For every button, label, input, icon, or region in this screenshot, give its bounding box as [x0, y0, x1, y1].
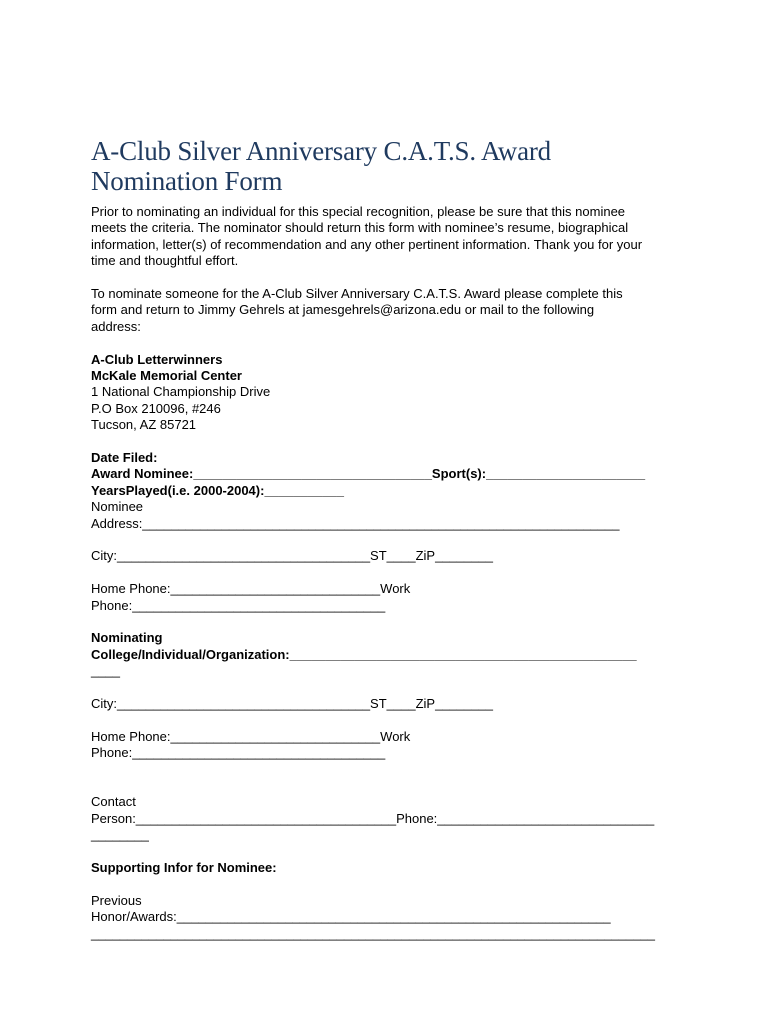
honor-awards-field-cont[interactable]: ______________________________________________________________________________	[91, 925, 655, 941]
address-building: McKale Memorial Center	[91, 368, 242, 384]
nominating-work-phone-field[interactable]: Phone:___________________________________	[91, 745, 386, 761]
nominee-city-field[interactable]: City:___________________________________ST____ZiP________	[91, 548, 493, 564]
nominating-organization-field-cont[interactable]: ____	[91, 663, 120, 679]
address-street: 1 National Championship Drive	[91, 384, 271, 400]
address-pobox: P.O Box 210096, #246	[91, 400, 221, 416]
nominee-work-phone-field[interactable]: Phone:___________________________________	[91, 597, 386, 613]
nominee-address-field[interactable]: Address:__________________________________________________________________	[91, 515, 620, 531]
mailing-address	[91, 352, 683, 434]
supporting-heading: Supporting Infor for Nominee:	[91, 860, 277, 876]
address-org: A-Club Letterwinners	[91, 351, 223, 367]
supporting-section	[91, 860, 683, 942]
nominee-section	[91, 450, 683, 614]
nominating-city-field[interactable]: City:___________________________________ST____ZiP________	[91, 696, 493, 712]
nominating-label: Nominating	[91, 630, 163, 646]
nominee-home-phone-field[interactable]: Home Phone:_____________________________Work	[91, 581, 411, 597]
contact-person-field-cont[interactable]: ________	[91, 827, 149, 843]
award-nominee-field[interactable]: Award Nominee:_________________________________Sport(s):______________________	[91, 466, 646, 482]
years-played-field[interactable]: YearsPlayed(i.e. 2000-2004):___________	[91, 482, 344, 498]
contact-label: Contact	[91, 794, 136, 810]
nominating-section	[91, 630, 683, 761]
page-title: A-Club Silver Anniversary C.A.T.S. Award Nomination Form	[91, 136, 551, 196]
contact-person-field[interactable]: Person:____________________________________Phone:______________________________	[91, 810, 655, 826]
nominating-organization-field[interactable]: College/Individual/Organization:________________________________________________	[91, 646, 637, 662]
honor-awards-field[interactable]: Honor/Awards:____________________________________________________________	[91, 909, 611, 925]
form-page	[91, 136, 683, 942]
instructions-paragraph: To nominate someone for the A-Club Silver Anniversary C.A.T.S. Award please complete this form and return to Jimmy Gehrels at jamesgehrels@arizona.edu or mail to the following address:	[91, 286, 623, 334]
intro-paragraph: Prior to nominating an individual for this special recognition, please be sure that this nominee meets the criteria. The nominator should return this form with nominee’s resume, biographical information, letter(s) of recommendation and any other pertinent information. Thank you for your time and thoughtful effort.	[91, 204, 643, 269]
address-city: Tucson, AZ 85721	[91, 417, 197, 433]
date-filed-field[interactable]: Date Filed:	[91, 450, 158, 466]
nominating-home-phone-field[interactable]: Home Phone:_____________________________Work	[91, 728, 411, 744]
nominee-label: Nominee	[91, 499, 144, 515]
previous-label: Previous	[91, 892, 142, 908]
contact-section	[91, 794, 683, 843]
